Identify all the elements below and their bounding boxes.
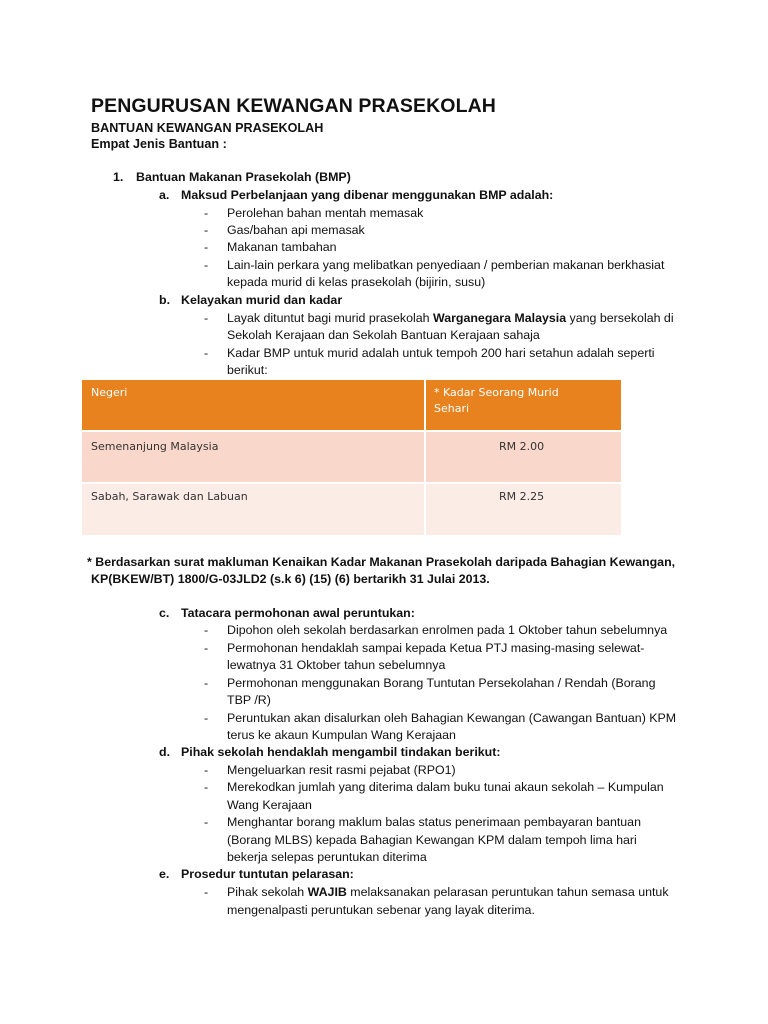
footnote: KP(BKEW/BT) 1800/G-03JLD2 (s.k 6) (15) (6) bertarikh 31 Julai 2013.	[91, 572, 490, 586]
bullet-text: Pihak sekolah WAJIB melaksanakan pelarasan peruntukan tahun semasa untuk	[227, 885, 669, 899]
bullet-dash: -	[204, 346, 209, 360]
bullet-dash: -	[204, 676, 209, 690]
table-cell: Semenanjung Malaysia	[91, 440, 219, 453]
table-divider	[82, 482, 621, 484]
section-letter: b.	[159, 293, 171, 307]
bullet-text: lewatnya 31 Oktober tahun sebelumnya	[227, 658, 446, 672]
table-header-cell: * Kadar Seorang Murid Sehari	[434, 386, 559, 415]
bullet-text: Merekodkan jumlah yang diterima dalam buku tunai akaun sekolah – Kumpulan	[227, 780, 664, 794]
bullet-dash: -	[204, 641, 209, 655]
bullet-text: Kadar BMP untuk murid adalah untuk tempoh 200 hari setahun adalah seperti	[227, 346, 655, 360]
bullet-dash: -	[204, 258, 209, 272]
footnote: * Berdasarkan surat makluman Kenaikan Kadar Makanan Prasekolah daripada Bahagian Kewangan,	[87, 555, 676, 569]
bullet-dash: -	[204, 223, 209, 237]
bullet-text: Perolehan bahan mentah memasak	[227, 206, 424, 220]
bullet-text: Gas/bahan api memasak	[227, 223, 365, 237]
bullet-text: Dipohon oleh sekolah berdasarkan enrolmen pada 1 Oktober tahun sebelumnya	[227, 623, 668, 637]
bullet-text: kepada murid di kelas prasekolah (bijirin, susu)	[227, 275, 486, 289]
bullet-text: Makanan tambahan	[227, 240, 337, 254]
section-heading: Tatacara permohonan awal peruntukan:	[181, 606, 415, 620]
bullet-text: Menghantar borang maklum balas status penerimaan pembayaran bantuan	[227, 815, 641, 829]
table-divider	[424, 380, 426, 535]
bullet-dash: -	[204, 763, 209, 777]
bullet-dash: -	[204, 311, 209, 325]
bullet-dash: -	[204, 780, 209, 794]
bullet-text: terus ke akaun Kumpulan Wang Kerajaan	[227, 728, 456, 742]
bullet-text: mengenalpasti peruntukan sebenar yang layak diterima.	[227, 903, 535, 917]
section-letter: c.	[159, 606, 170, 620]
bullet-text: (Borang MLBS) kepada Bahagian Kewangan KPM dalam tempoh lima hari	[227, 833, 637, 847]
bullet-dash: -	[204, 815, 209, 829]
bullet-dash: -	[204, 623, 209, 637]
section-heading: Kelayakan murid dan kadar	[181, 293, 343, 307]
table-divider	[82, 430, 621, 432]
section-letter: d.	[159, 745, 171, 759]
table-cell: RM 2.00	[499, 440, 545, 453]
bullet-text: Peruntukan akan disalurkan oleh Bahagian Kewangan (Cawangan Bantuan) KPM	[227, 711, 677, 725]
doc-intro: Empat Jenis Bantuan :	[91, 137, 227, 151]
section-letter: a.	[159, 188, 170, 202]
bullet-dash: -	[204, 206, 209, 220]
doc-title: PENGURUSAN KEWANGAN PRASEKOLAH	[91, 95, 496, 117]
doc-subtitle: BANTUAN KEWANGAN PRASEKOLAH	[91, 121, 324, 135]
bullet-text: Permohonan hendaklah sampai kepada Ketua PTJ masing-masing selewat-	[227, 641, 645, 655]
section-heading: Maksud Perbelanjaan yang dibenar menggunakan BMP adalah:	[181, 188, 554, 202]
table-cell: RM 2.25	[499, 490, 545, 503]
section-heading: Pihak sekolah hendaklah mengambil tindakan berikut:	[181, 745, 501, 759]
bullet-text: Permohonan menggunakan Borang Tuntutan Persekolahan / Rendah (Borang	[227, 676, 656, 690]
bullet-dash: -	[204, 711, 209, 725]
bullet-text: Wang Kerajaan	[227, 798, 312, 812]
bullet-text: berikut:	[227, 363, 268, 377]
bullet-text: bekerja selepas peruntukan diterima	[227, 850, 427, 864]
bullet-text: Lain-lain perkara yang melibatkan penyediaan / pemberian makanan berkhasiat	[227, 258, 665, 272]
bullet-dash: -	[204, 885, 209, 899]
section-heading: Prosedur tuntutan pelarasan:	[181, 867, 354, 881]
table-header-cell: Negeri	[91, 386, 128, 399]
table-row	[82, 431, 621, 483]
item-heading: Bantuan Makanan Prasekolah (BMP)	[136, 170, 351, 184]
bullet-text: Sekolah Kerajaan dan Sekolah Bantuan Kerajaan sahaja	[227, 328, 540, 342]
table-cell: Sabah, Sarawak dan Labuan	[91, 490, 248, 503]
bullet-text: TBP /R)	[227, 693, 271, 707]
bullet-dash: -	[204, 240, 209, 254]
section-letter: e.	[159, 867, 170, 881]
bullet-text: Mengeluarkan resit rasmi pejabat (RPO1)	[227, 763, 456, 777]
bullet-text: Layak dituntut bagi murid prasekolah Warganegara Malaysia yang bersekolah di	[227, 311, 674, 325]
item-number: 1.	[113, 170, 124, 184]
